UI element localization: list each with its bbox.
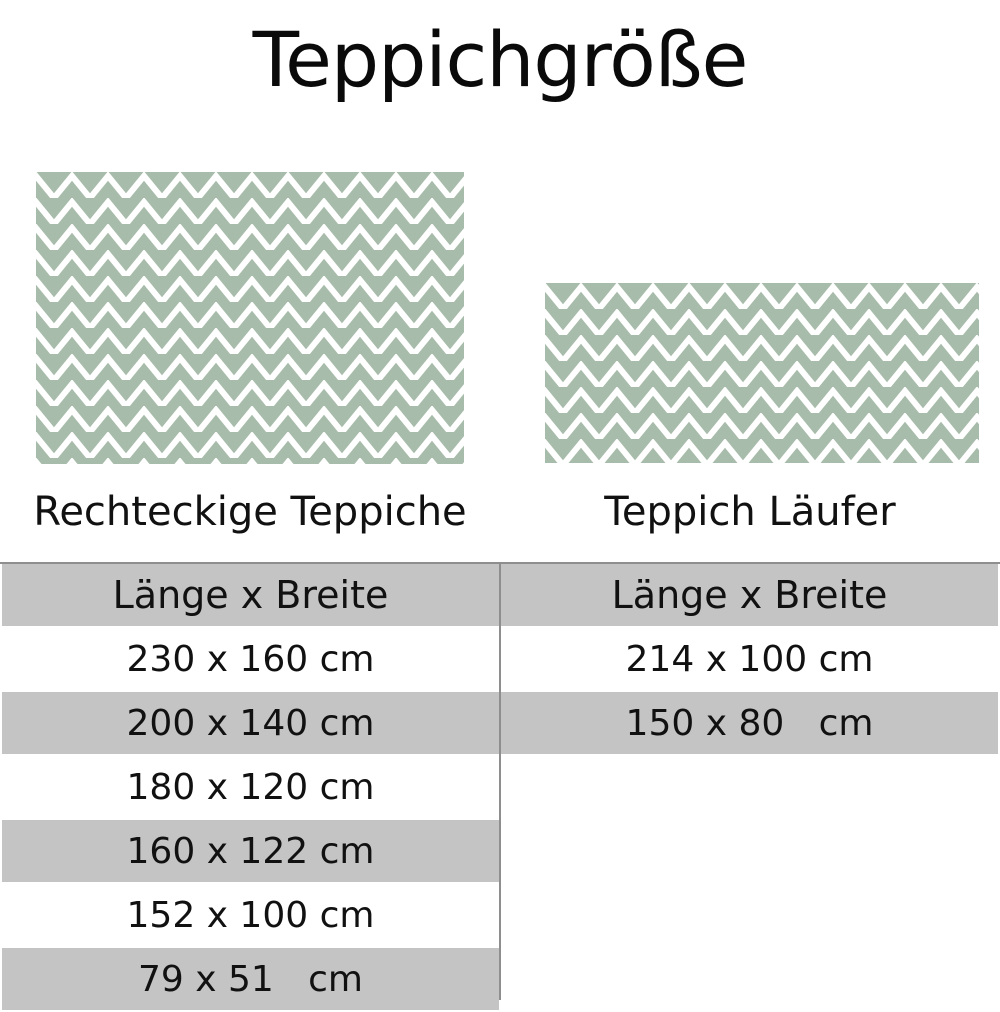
caption-rectangular: Rechteckige Teppiche	[33, 489, 467, 535]
chevron-pattern-icon	[545, 283, 979, 463]
size-cell-runner-empty	[500, 819, 999, 883]
size-cell-rect: 180 x 120 cm	[1, 755, 500, 819]
table-header-left: Länge x Breite	[1, 563, 500, 627]
size-cell-runner: 214 x 100 cm	[500, 627, 999, 691]
page-title: Teppichgröße	[252, 15, 748, 104]
size-cell-rect: 79 x 51 cm	[1, 947, 500, 1011]
chevron-pattern-icon	[36, 172, 464, 464]
table-center-divider	[499, 562, 501, 1000]
size-cell-runner: 150 x 80 cm	[500, 691, 999, 755]
size-cell-runner-empty	[500, 947, 999, 1011]
size-cell-rect: 160 x 122 cm	[1, 819, 500, 883]
size-cell-rect: 200 x 140 cm	[1, 691, 500, 755]
caption-runner: Teppich Läufer	[604, 489, 896, 535]
size-cell-runner-empty	[500, 883, 999, 947]
size-cell-runner-empty	[500, 755, 999, 819]
table-header-right: Länge x Breite	[500, 563, 999, 627]
rug-swatch-runner	[545, 283, 979, 463]
size-cell-rect: 152 x 100 cm	[1, 883, 500, 947]
size-cell-rect: 230 x 160 cm	[1, 627, 500, 691]
rug-swatch-rectangular	[36, 172, 464, 464]
